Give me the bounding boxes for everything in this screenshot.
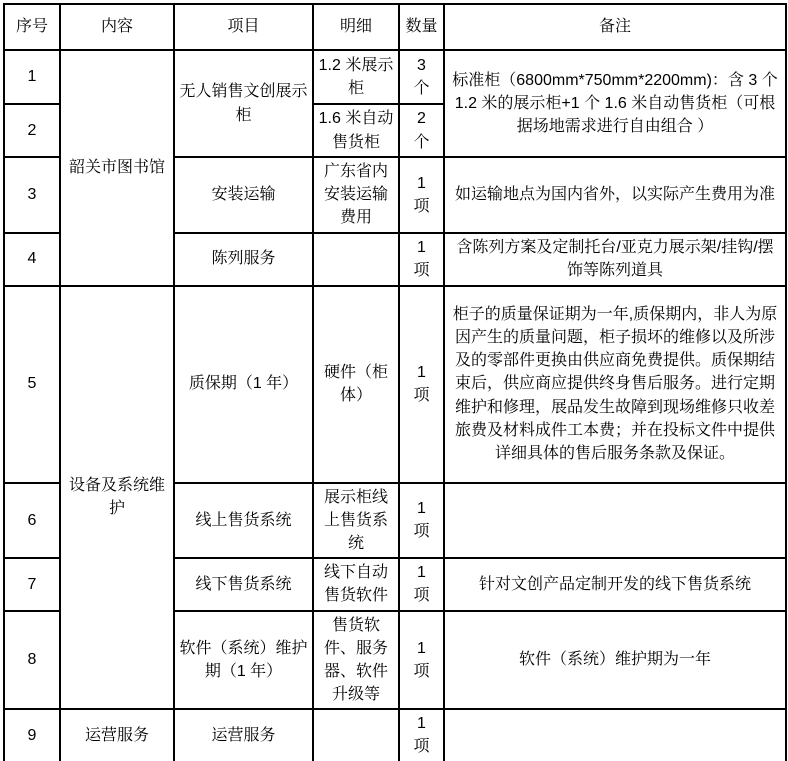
cell-remark: 如运输地点为国内省外，以实际产生费用为准	[444, 157, 786, 233]
cell-qty	[399, 558, 444, 610]
qty-unit: 个	[413, 133, 430, 151]
cell-qty	[399, 233, 444, 286]
cell-remark	[444, 709, 786, 761]
qty-number: 1	[417, 500, 426, 518]
cell-detail	[313, 233, 399, 286]
cell-detail: 售货软件、服务器、软件升级等	[313, 611, 399, 710]
cell-remark: 标准柜（6800mm*750mm*2200mm)：含 3 个 1.2 米的展示柜+1 个 1.6 米自动售货柜（可根据场地需求进行自由组合 ）	[444, 50, 786, 157]
cell-remark: 针对文创产品定制开发的线下售货系统	[444, 558, 786, 610]
qty-number: 1	[417, 363, 426, 381]
qty-number: 2	[417, 110, 426, 128]
cell-no: 6	[4, 483, 60, 559]
cell-detail: 1.6 米自动售货柜	[313, 104, 399, 157]
cell-remark: 软件（系统）维护期为一年	[444, 611, 786, 710]
cell-detail: 展示柜线上售货系统	[313, 483, 399, 559]
qty-number: 1	[417, 238, 426, 256]
header-remark: 备注	[444, 4, 786, 50]
cell-project: 软件（系统）维护期（1 年）	[174, 611, 313, 710]
cell-no: 5	[4, 286, 60, 483]
cell-no: 8	[4, 611, 60, 710]
qty-number: 1	[417, 639, 426, 657]
cell-project: 线下售货系统	[174, 558, 313, 610]
qty-number: 1	[417, 715, 426, 733]
qty-unit: 项	[413, 387, 430, 405]
cell-project: 线上售货系统	[174, 483, 313, 559]
cell-detail: 硬件（柜体）	[313, 286, 399, 483]
cell-qty	[399, 50, 444, 104]
procurement-spec-table	[3, 3, 787, 761]
qty-unit: 项	[413, 587, 430, 605]
cell-qty	[399, 286, 444, 483]
cell-detail	[313, 709, 399, 761]
qty-unit: 个	[413, 80, 430, 97]
cell-detail: 1.2 米展示柜	[313, 50, 399, 104]
cell-qty	[399, 483, 444, 559]
table-row-5	[4, 286, 786, 483]
qty-unit: 项	[413, 662, 430, 680]
qty-number: 1	[417, 174, 426, 192]
qty-number: 1	[417, 564, 426, 582]
header-project: 项目	[174, 4, 313, 50]
cell-project: 陈列服务	[174, 233, 313, 286]
cell-no: 9	[4, 709, 60, 761]
cell-no: 3	[4, 157, 60, 233]
cell-qty	[399, 709, 444, 761]
header-no: 序号	[4, 4, 60, 50]
qty-unit: 项	[413, 523, 430, 541]
qty-unit: 项	[413, 197, 430, 215]
qty-unit: 项	[413, 262, 430, 280]
cell-content-shaoguan-library: 韶关市图书馆	[60, 50, 174, 286]
table-row-9	[4, 709, 786, 761]
cell-qty	[399, 611, 444, 710]
cell-remark: 柜子的质量保证期为一年,质保期内，非人为原因产生的质量问题，柜子损坏的维修以及所涉及的零部件更换由供应商免费提供。质保期结束后，供应商应提供终身售后服务。进行定期维护和修理，展品发生故障到现场维修只收差旅费及材料成件工本费；并在投标文件中提供详细具体的售后服务条款及保证。	[444, 286, 786, 483]
cell-project: 安装运输	[174, 157, 313, 233]
cell-project: 质保期（1 年）	[174, 286, 313, 483]
cell-no: 1	[4, 50, 60, 104]
header-content: 内容	[60, 4, 174, 50]
qty-number: 3	[417, 56, 426, 74]
cell-no: 4	[4, 233, 60, 286]
cell-detail: 广东省内安装运输费用	[313, 157, 399, 233]
cell-no: 2	[4, 104, 60, 157]
cell-project: 运营服务	[174, 709, 313, 761]
cell-qty	[399, 157, 444, 233]
table-row-1	[4, 50, 786, 104]
cell-content-equipment-maintenance: 设备及系统维护	[60, 286, 174, 710]
cell-qty	[399, 104, 444, 157]
header-detail: 明细	[313, 4, 399, 50]
cell-remark	[444, 483, 786, 559]
header-row	[4, 4, 786, 50]
cell-detail: 线下自动售货软件	[313, 558, 399, 610]
cell-content-operation-service: 运营服务	[60, 709, 174, 761]
cell-remark: 含陈列方案及定制托台/亚克力展示架/挂钩/摆饰等陈列道具	[444, 233, 786, 286]
header-qty: 数量	[399, 4, 444, 50]
qty-unit: 项	[413, 738, 430, 756]
cell-no: 7	[4, 558, 60, 610]
cell-project: 无人销售文创展示柜	[174, 50, 313, 157]
